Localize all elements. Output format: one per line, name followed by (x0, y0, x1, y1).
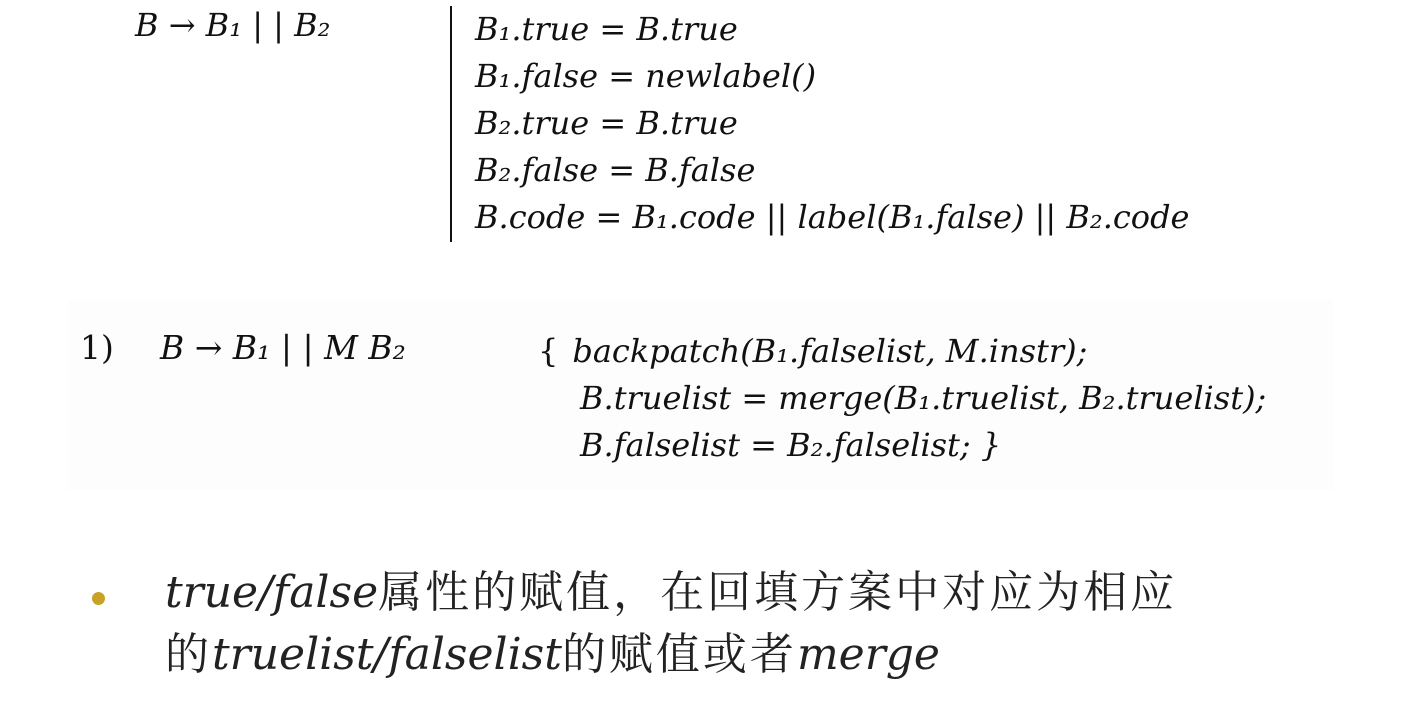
sdd-definition-panel (125, 0, 1295, 242)
production-or-backpatch: B → B₁ | | M B₂ (160, 328, 406, 367)
semantic-rule: B₁.true = B.true (475, 10, 738, 48)
production-or: B → B₁ | | B₂ (135, 6, 331, 44)
semantic-action: B.falselist = B₂.falselist; } (580, 426, 1002, 464)
semantic-rule: B₁.false = newlabel() (475, 57, 817, 95)
backpatch-scheme-panel (68, 300, 1333, 490)
semantic-rule: B₂.false = B.false (475, 151, 756, 189)
semantic-action: { backpatch(B₁.falselist, M.instr); (538, 332, 1088, 370)
semantic-rule: B.code = B₁.code || label(B₁.false) || B₂.code (475, 198, 1190, 236)
semantic-rules (475, 6, 1189, 241)
rule-number: 1) (80, 328, 114, 367)
open-brace: { (538, 332, 559, 370)
note-line-1: true/false属性的赋值，在回填方案中对应为相应 (165, 567, 1178, 618)
note-term: true/false (165, 567, 379, 618)
semantic-actions (538, 328, 1266, 469)
rule-separator (450, 6, 452, 242)
note-line-2: 的truelist/falselist的赋值或者merge (165, 629, 940, 680)
semantic-rule: B₂.true = B.true (475, 104, 738, 142)
note-term: merge (796, 629, 940, 680)
bullet-note (165, 562, 1365, 686)
bullet-icon (92, 592, 105, 605)
semantic-action: B.truelist = merge(B₁.truelist, B₂.truelist); (580, 379, 1267, 417)
note-term: truelist/falselist (212, 629, 562, 680)
